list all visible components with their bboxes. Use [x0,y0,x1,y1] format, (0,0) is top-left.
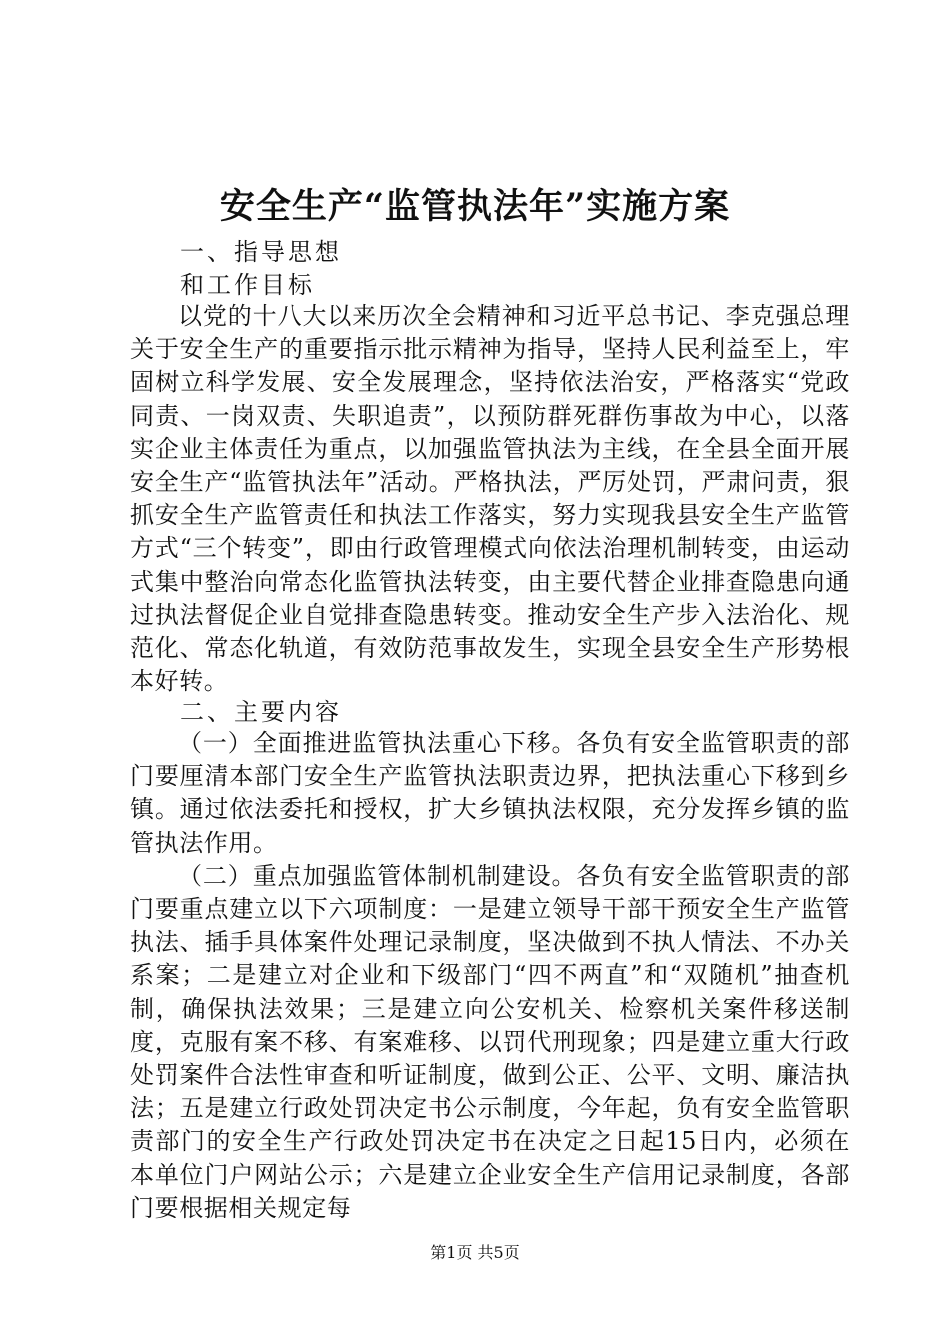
section2-item2: （二）重点加强监管体制机制建设。各负有安全监管职责的部门要重点建立以下六项制度：一是建立领导干部干预安全生产监管执法、插手具体案件处理记录制度，坚决做到不执人情法、不办关系案；二是建立对企业和下级部门“四不两直”和“双随机”抽查机制，确保执法效果；三是建立向公安机关、检察机关案件移送制度，克服有案不移、有案难移、以罚代刑现象；四是建立重大行政处罚案件合法性审查和听证制度，做到公正、公平、文明、廉洁执法；五是建立行政处罚决定书公示制度，今年起，负有安全监管职责部门的安全生产行政处罚决定书在决定之日起15日内，必须在本单位门户网站公示；六是建立企业安全生产信用记录制度，各部门要根据相关规定每 [130,861,850,1222]
section1-paragraph: 以党的十八大以来历次全会精神和习近平总书记、李克强总理关于安全生产的重要指示批示精神为指导，坚持人民利益至上，牢固树立科学发展、安全发展理念，坚持依法治安，严格落实“党政同责、一岗双责、失职追责”，以预防群死群伤事故为中心，以落实企业主体责任为重点，以加强监管执法为主线，在全县全面开展安全生产“监管执法年”活动。严格执法，严厉处罚，严肃问责，狠抓安全生产监管责任和执法工作落实，努力实现我县安全生产监管方式“三个转变”，即由行政管理模式向依法治理机制转变，由运动式集中整治向常态化监管执法转变，由主要代替企业排查隐患向通过执法督促企业自觉排查隐患转变。推动安全生产步入法治化、规范化、常态化轨道，有效防范事故发生，实现全县安全生产形势根本好转。 [130,302,850,696]
section1-heading-line1: 一、指导思想 [180,238,342,266]
section2-body [130,727,850,1225]
section1-heading-line2: 和工作目标 [180,271,315,299]
section1-body [130,300,850,698]
section2-heading: 二、主要内容 [180,698,342,726]
document-title: 安全生产“监管执法年”实施方案 [219,186,731,227]
page-footer: 第1页 共5页 [430,1243,520,1262]
section2-item1: （一）全面推进监管执法重心下移。各负有安全监管职责的部门要厘清本部门安全生产监管执法职责边界，把执法重心下移到乡镇。通过依法委托和授权，扩大乡镇执法权限，充分发挥乡镇的监管执法作用。 [130,729,850,857]
